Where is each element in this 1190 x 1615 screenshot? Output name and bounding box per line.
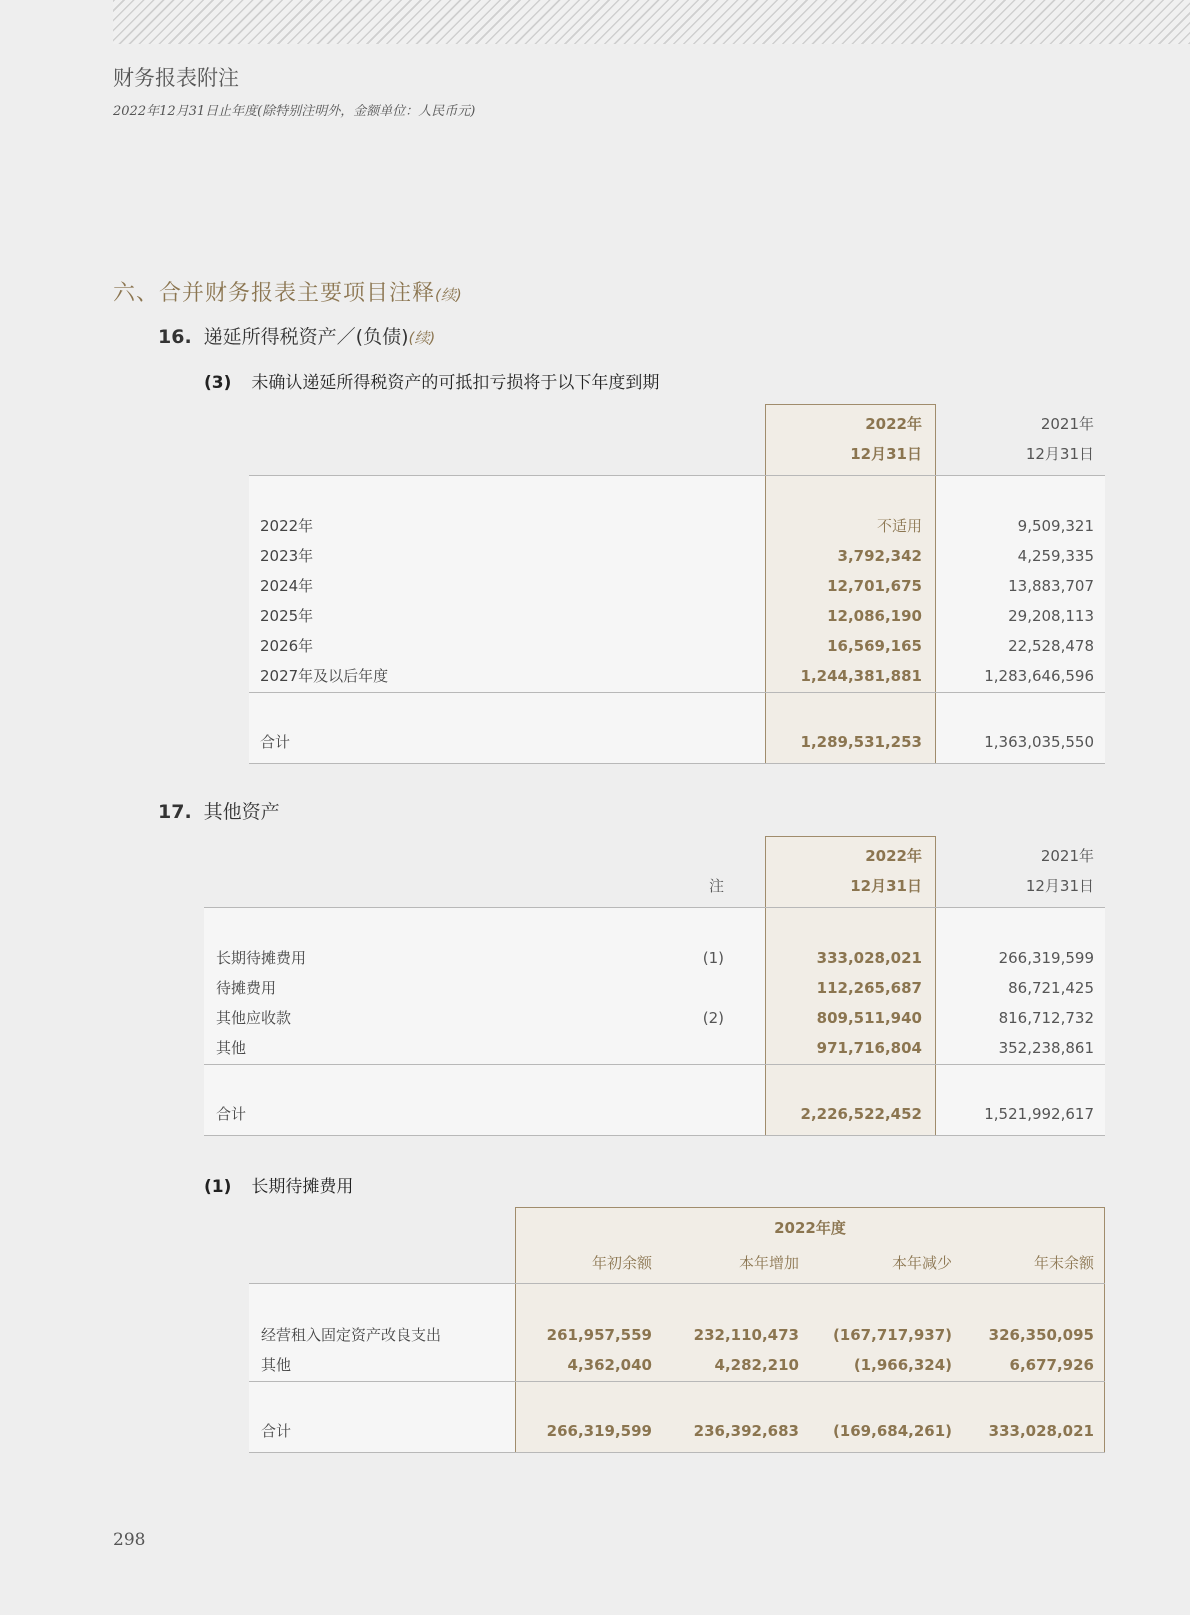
table3-bottom-rule [249,1452,1105,1453]
table1-row-2021: 13,883,707 [1008,577,1094,595]
table3-row-closing: 6,677,926 [1009,1356,1094,1374]
section-title-text: 六、合并财务报表主要项目注释 [113,281,436,306]
table2-col2-header-year: 2021年 [1040,847,1094,865]
table2-row-2021: 352,238,861 [998,1039,1094,1057]
table2-row-2021: 816,712,732 [998,1009,1094,1027]
table1-row-2022: 12,086,190 [827,607,922,625]
table3-total-label: 合计 [261,1422,292,1440]
note16-num: 16. [158,326,192,348]
table3-row-label: 经营租入固定资产改良支出 [261,1326,442,1344]
note17-title: 其他资产 [203,801,280,823]
table1-row-label: 2023年 [260,547,314,565]
note17-heading [158,797,280,824]
table1-subtotal-rule [249,692,1105,693]
table3-col-header: 本年增加 [738,1254,799,1272]
table2-row-2021: 86,721,425 [1008,979,1094,997]
table3-row-decrease: (167,717,937) [832,1326,952,1344]
table1-row-label: 2027年及以后年度 [260,667,389,685]
page-number: 298 [113,1530,146,1550]
table2-subtotal-rule [204,1064,1105,1065]
table1-row-2022: 不适用 [876,517,922,535]
page-header-title: 财务报表附注 [113,66,239,90]
table3-header-rule [249,1283,1105,1284]
note16-sub3-title: 未确认递延所得税资产的可抵扣亏损将于以下年度到期 [251,373,660,393]
table2-row-2022: 333,028,021 [816,949,922,967]
table1-col2-header-date: 12月31日 [1025,445,1094,463]
table2-bottom-rule [204,1135,1105,1136]
section-cont: (续) [435,286,462,304]
table3-row-decrease: (1,966,324) [853,1356,952,1374]
table3-total-opening: 266,319,599 [546,1422,652,1440]
table3-row-closing: 326,350,095 [988,1326,1094,1344]
table2-row-note: (1) [702,949,724,967]
table1-total-2021: 1,363,035,550 [984,733,1094,751]
table1-col2-header-year: 2021年 [1040,415,1094,433]
note16-heading [158,322,435,349]
table1-row-label: 2026年 [260,637,314,655]
table2-header-rule [204,907,1105,908]
table3-group-header: 2022年度 [774,1219,846,1237]
table3-row-increase: 232,110,473 [693,1326,799,1344]
table2-total-2021: 1,521,992,617 [984,1105,1094,1123]
note17-sub1-heading [204,1172,353,1197]
section-title [113,276,462,307]
table2-row-label: 其他 [216,1039,247,1057]
table1-bottom-rule [249,763,1105,764]
table1-row-2021: 4,259,335 [1017,547,1094,565]
table2-row-2022: 112,265,687 [816,979,922,997]
table2-total-2022: 2,226,522,452 [800,1105,922,1123]
table3-row-opening: 4,362,040 [567,1356,652,1374]
table1-row-2021: 9,509,321 [1017,517,1094,535]
table3-total-decrease: (169,684,261) [832,1422,952,1440]
note16-sub3-heading [204,368,659,393]
table1-row-label: 2025年 [260,607,314,625]
table2-col1-header-year: 2022年 [865,847,922,865]
table3-row-label: 其他 [261,1356,292,1374]
table2-row-2022: 809,511,940 [816,1009,922,1027]
table1-row-2022: 1,244,381,881 [800,667,922,685]
header-hatch-band [113,0,1190,44]
table2-row-label: 待摊费用 [216,979,277,997]
table1-total-label: 合计 [260,733,291,751]
table1-row-2021: 29,208,113 [1008,607,1094,625]
table2-col1-header-date: 12月31日 [850,877,922,895]
table1-total-2022: 1,289,531,253 [800,733,922,751]
table1-row-2021: 22,528,478 [1008,637,1094,655]
table1-row-2022: 3,792,342 [837,547,922,565]
table2-row-label: 长期待摊费用 [216,949,307,967]
table3-subtotal-rule [249,1381,1105,1382]
table2-row-note: (2) [702,1009,724,1027]
table1-col1-header-date: 12月31日 [850,445,922,463]
table3-row-opening: 261,957,559 [546,1326,652,1344]
table2-row-2021: 266,319,599 [998,949,1094,967]
table1-header-rule [249,475,1105,476]
table3-col-header: 本年减少 [891,1254,952,1272]
table1-row-2021: 1,283,646,596 [984,667,1094,685]
table1-row-2022: 12,701,675 [827,577,922,595]
table1-col1-header-year: 2022年 [865,415,922,433]
note16-cont: (续) [408,329,436,347]
page-header-subtitle: 2022年12月31日止年度(除特别注明外，金额单位：人民币元) [113,104,476,119]
table3-total-increase: 236,392,683 [693,1422,799,1440]
table3-row-increase: 4,282,210 [714,1356,799,1374]
note17-num: 17. [158,801,192,823]
note17-sub1-title: 长期待摊费用 [251,1177,354,1197]
note17-sub1-num: (1) [204,1177,232,1197]
table1-row-2022: 16,569,165 [827,637,922,655]
table2-row-2022: 971,716,804 [816,1039,922,1057]
table3-col-header: 年初余额 [591,1254,652,1272]
table2-note-header: 注 [708,877,724,895]
note16-title: 递延所得税资产／(负债) [203,326,409,348]
table2-col2-header-date: 12月31日 [1025,877,1094,895]
table1-row-label: 2024年 [260,577,314,595]
table2-row-label: 其他应收款 [216,1009,292,1027]
table3-total-closing: 333,028,021 [988,1422,1094,1440]
table1-row-label: 2022年 [260,517,314,535]
note16-sub3-num: (3) [204,373,232,393]
table3-col-header: 年末余额 [1033,1254,1094,1272]
table2-total-label: 合计 [216,1105,247,1123]
